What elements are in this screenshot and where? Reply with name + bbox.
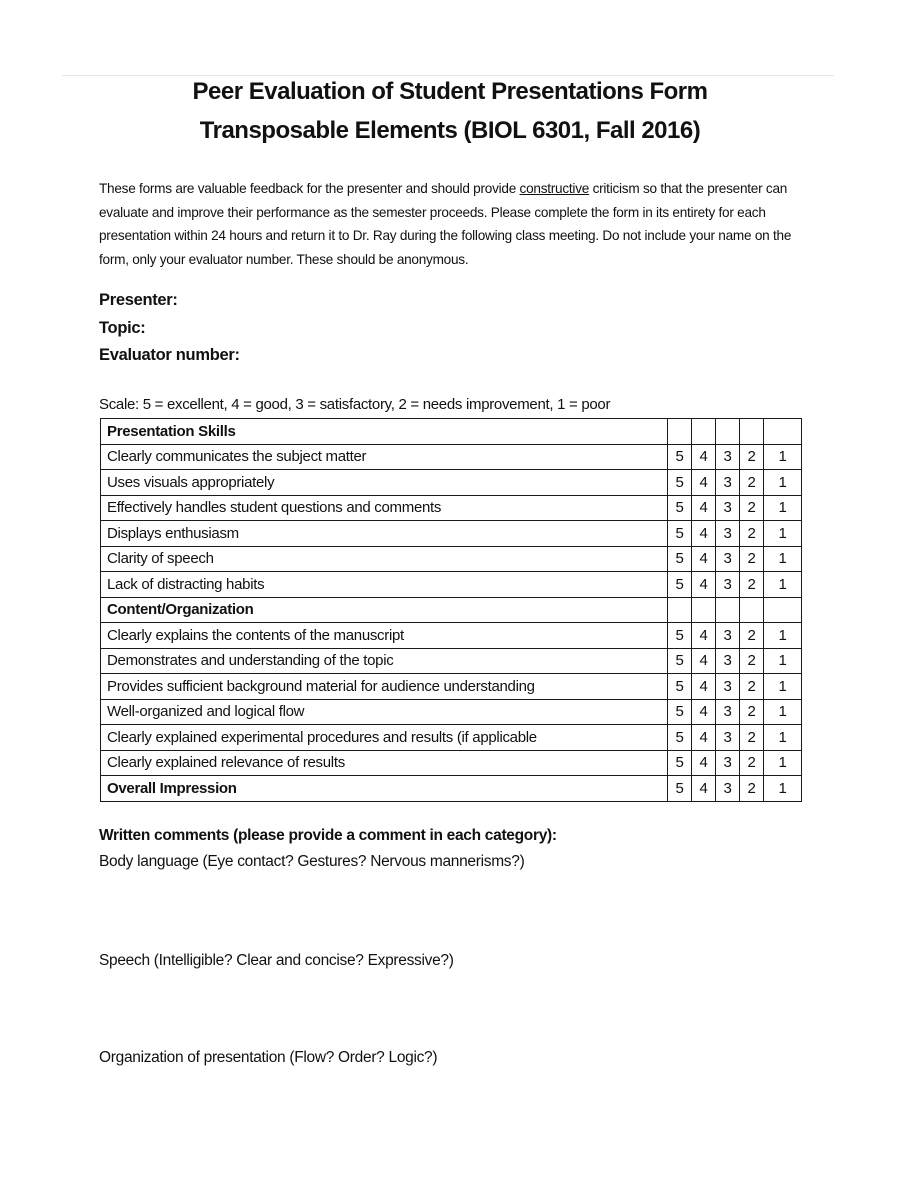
criterion-label: Demonstrates and understanding of the topic [101,648,668,674]
empty-score-cell [740,419,764,445]
criterion-label: Effectively handles student questions and comments [101,495,668,521]
empty-score-cell [668,419,692,445]
criterion-row [101,444,802,470]
score-option-3[interactable]: 3 [716,521,740,547]
organization-prompt: Organization of presentation (Flow? Order? Logic?) [99,1049,438,1066]
criterion-row [101,699,802,725]
criterion-row [101,776,802,802]
score-option-2[interactable]: 2 [740,444,764,470]
score-option-2[interactable]: 2 [740,674,764,700]
score-option-4[interactable]: 4 [692,470,716,496]
score-option-5[interactable]: 5 [668,572,692,598]
empty-score-cell [716,419,740,445]
top-divider [62,75,834,76]
criterion-row [101,623,802,649]
evaluator-number-field[interactable]: Evaluator number: [99,346,240,364]
empty-score-cell [692,597,716,623]
rating-table [100,418,802,802]
score-option-3[interactable]: 3 [716,623,740,649]
score-option-5[interactable]: 5 [668,521,692,547]
score-option-1[interactable]: 1 [764,725,802,751]
score-option-4[interactable]: 4 [692,776,716,802]
score-option-5[interactable]: 5 [668,623,692,649]
score-option-4[interactable]: 4 [692,623,716,649]
body-language-prompt: Body language (Eye contact? Gestures? Nervous mannerisms?) [99,853,525,870]
score-option-3[interactable]: 3 [716,674,740,700]
section-label: Presentation Skills [101,419,668,445]
score-option-1[interactable]: 1 [764,648,802,674]
criterion-label: Clearly explains the contents of the manuscript [101,623,668,649]
score-option-4[interactable]: 4 [692,521,716,547]
score-option-5[interactable]: 5 [668,546,692,572]
criterion-label: Uses visuals appropriately [101,470,668,496]
score-option-3[interactable]: 3 [716,699,740,725]
criterion-label: Clearly explained relevance of results [101,750,668,776]
score-option-2[interactable]: 2 [740,750,764,776]
score-option-1[interactable]: 1 [764,495,802,521]
score-option-3[interactable]: 3 [716,470,740,496]
criterion-row [101,470,802,496]
score-option-1[interactable]: 1 [764,674,802,700]
criterion-label: Clearly communicates the subject matter [101,444,668,470]
score-option-2[interactable]: 2 [740,699,764,725]
instructions-text-end: criticism so that the presenter can evaluate and improve their performance as the semester proceeds. Please complete the form in its entirety for each presentation within 24 hours and return it to Dr. Ray during the following class meeting. Do not include your name on the form, only your evaluator number. These should be anonymous. [99,181,792,267]
score-option-4[interactable]: 4 [692,648,716,674]
score-option-2[interactable]: 2 [740,623,764,649]
score-option-5[interactable]: 5 [668,750,692,776]
score-option-2[interactable]: 2 [740,648,764,674]
section-label: Content/Organization [101,597,668,623]
criterion-row [101,725,802,751]
score-option-1[interactable]: 1 [764,444,802,470]
score-option-3[interactable]: 3 [716,648,740,674]
score-option-4[interactable]: 4 [692,725,716,751]
instructions-paragraph [99,177,809,271]
score-option-1[interactable]: 1 [764,546,802,572]
instructions-text-start: These forms are valuable feedback for the presenter and should provide [99,181,520,196]
score-option-2[interactable]: 2 [740,521,764,547]
empty-score-cell [668,597,692,623]
speech-prompt: Speech (Intelligible? Clear and concise? Expressive?) [99,952,454,969]
criterion-row [101,648,802,674]
score-option-5[interactable]: 5 [668,674,692,700]
score-option-3[interactable]: 3 [716,444,740,470]
score-option-3[interactable]: 3 [716,725,740,751]
section-header-row [101,597,802,623]
score-option-1[interactable]: 1 [764,572,802,598]
score-option-5[interactable]: 5 [668,776,692,802]
score-option-3[interactable]: 3 [716,776,740,802]
score-option-3[interactable]: 3 [716,750,740,776]
criterion-label: Displays enthusiasm [101,521,668,547]
score-option-5[interactable]: 5 [668,648,692,674]
score-option-4[interactable]: 4 [692,674,716,700]
score-option-5[interactable]: 5 [668,470,692,496]
empty-score-cell [692,419,716,445]
empty-score-cell [764,419,802,445]
criterion-row [101,495,802,521]
score-option-1[interactable]: 1 [764,521,802,547]
criterion-label: Clarity of speech [101,546,668,572]
empty-score-cell [764,597,802,623]
criterion-row [101,521,802,547]
presenter-field[interactable]: Presenter: [99,291,178,309]
score-option-4[interactable]: 4 [692,546,716,572]
score-option-4[interactable]: 4 [692,750,716,776]
score-option-2[interactable]: 2 [740,470,764,496]
criterion-label: Well-organized and logical flow [101,699,668,725]
instructions-underlined-word: constructive [519,181,590,196]
section-header-row [101,419,802,445]
score-option-2[interactable]: 2 [740,572,764,598]
scale-legend: Scale: 5 = excellent, 4 = good, 3 = satisfactory, 2 = needs improvement, 1 = poor [99,396,611,413]
criterion-row [101,674,802,700]
score-option-4[interactable]: 4 [692,699,716,725]
criterion-row [101,750,802,776]
score-option-5[interactable]: 5 [668,444,692,470]
score-option-2[interactable]: 2 [740,495,764,521]
score-option-5[interactable]: 5 [668,495,692,521]
score-option-4[interactable]: 4 [692,572,716,598]
score-option-1[interactable]: 1 [764,776,802,802]
comments-heading: Written comments (please provide a comment in each category): [99,827,557,844]
criterion-label: Clearly explained experimental procedures and results (if applicable [101,725,668,751]
score-option-1[interactable]: 1 [764,750,802,776]
score-option-5[interactable]: 5 [668,725,692,751]
score-option-4[interactable]: 4 [692,495,716,521]
empty-score-cell [740,597,764,623]
criterion-label: Overall Impression [101,776,668,802]
score-option-3[interactable]: 3 [716,546,740,572]
score-option-2[interactable]: 2 [740,546,764,572]
score-option-5[interactable]: 5 [668,699,692,725]
score-option-3[interactable]: 3 [716,495,740,521]
form-title: Peer Evaluation of Student Presentations Form [192,78,708,105]
topic-field[interactable]: Topic: [99,319,146,337]
score-option-1[interactable]: 1 [764,623,802,649]
score-option-4[interactable]: 4 [692,444,716,470]
score-option-1[interactable]: 1 [764,470,802,496]
criterion-label: Lack of distracting habits [101,572,668,598]
score-option-1[interactable]: 1 [764,699,802,725]
score-option-2[interactable]: 2 [740,776,764,802]
criterion-label: Provides sufficient background material for audience understanding [101,674,668,700]
score-option-2[interactable]: 2 [740,725,764,751]
empty-score-cell [716,597,740,623]
criterion-row [101,546,802,572]
criterion-row [101,572,802,598]
score-option-3[interactable]: 3 [716,572,740,598]
form-subtitle: Transposable Elements (BIOL 6301, Fall 2016) [199,117,701,144]
